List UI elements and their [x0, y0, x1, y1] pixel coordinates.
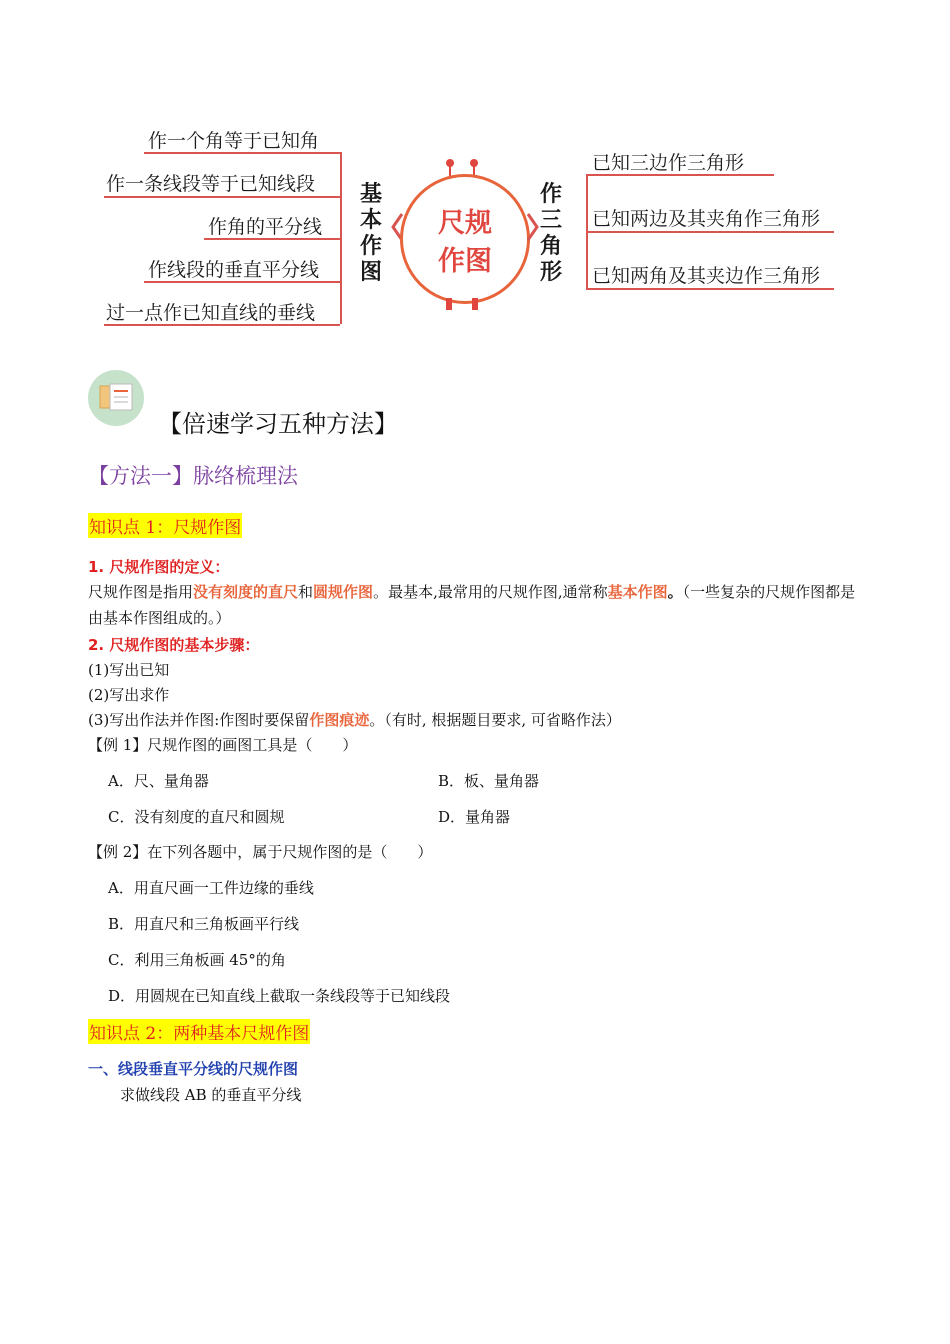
document-icon	[88, 370, 144, 426]
subsection-text: 求做线段 AB 的垂直平分线	[120, 1086, 302, 1104]
knowledge-point-1: 知识点 1：尺规作图	[88, 513, 242, 538]
mm-underline	[144, 152, 340, 154]
mm-right-item: 已知三边作三角形	[592, 152, 745, 174]
mm-bracket	[340, 152, 342, 324]
mm-right-label-char: 形	[539, 260, 562, 285]
mm-underline	[586, 231, 834, 233]
section-title: 【倍速学习五种方法】	[158, 410, 398, 438]
subsection-heading: 一、线段垂直平分线的尺规作图	[88, 1060, 299, 1078]
document-icon-graphic	[88, 370, 144, 426]
def-highlight: 圆规作图	[313, 583, 374, 601]
mm-right-label-char: 角	[539, 234, 562, 259]
def-highlight: 基本作图	[607, 583, 668, 601]
method-title: 【方法一】脉络梳理法	[88, 464, 298, 488]
example-2-option-d[interactable]: D．用圆规在已知直线上截取一条线段等于已知线段	[108, 987, 451, 1005]
example-1-option-b[interactable]: B．板、量角器	[438, 772, 540, 790]
example-2-option-a[interactable]: A．用直尺画一工件边缘的垂线	[108, 879, 314, 897]
mm-underline	[586, 288, 834, 290]
def-text: 尺规作图是指用	[88, 583, 194, 601]
step-3-text: 。（有时, 根据题目要求, 可省略作法）	[369, 711, 621, 729]
step-1: (1)写出已知	[88, 661, 170, 679]
step-2: (2)写出求作	[88, 686, 170, 704]
example-2-option-b[interactable]: B．用直尺和三角板画平行线	[108, 915, 300, 933]
mm-left-label-char: 本	[359, 208, 382, 233]
example-2-question: 【例 2】在下列各题中，属于尺规作图的是（ ）	[88, 843, 433, 861]
mm-underline	[104, 196, 340, 198]
example-1-option-d[interactable]: D．量角器	[438, 808, 511, 826]
mm-right-label-char: 三	[539, 208, 562, 233]
mm-left-item: 作一个角等于已知角	[148, 130, 320, 152]
mm-left-label-char: 图	[359, 260, 382, 285]
def-text: 。	[667, 583, 683, 601]
mm-left-item: 作角的平分线	[208, 216, 323, 238]
def-text: 和	[298, 583, 314, 601]
step-3-text: (3)写出作法并作图:作图时要保留	[88, 711, 310, 729]
step-3-highlight: 作图痕迹	[309, 711, 370, 729]
mm-center-legs	[440, 298, 484, 316]
def-text: 。最基本,最常用的尺规作图,通常称	[373, 583, 608, 601]
def-text: （一些复杂的尺规作图都是由基本作图组成的。）	[88, 583, 856, 627]
mm-right-item: 已知两角及其夹边作三角形	[592, 265, 821, 287]
example-1-option-a[interactable]: A．尺、量角器	[108, 772, 209, 790]
mm-underline	[144, 281, 340, 283]
mm-left-label-char: 作	[359, 234, 382, 259]
definition-paragraph	[88, 579, 868, 631]
steps-heading: 2. 尺规作图的基本步骤：	[88, 636, 260, 654]
mm-center-text: 尺规	[438, 208, 492, 239]
mm-underline	[104, 324, 340, 326]
definition-heading: 1. 尺规作图的定义：	[88, 558, 230, 576]
def-highlight: 没有刻度的直尺	[193, 583, 299, 601]
mm-center-circle	[400, 174, 530, 304]
mm-left-item: 作线段的垂直平分线	[148, 259, 320, 281]
mm-underline	[204, 238, 340, 240]
mm-center-text: 作图	[438, 246, 492, 277]
mm-left-label	[358, 182, 384, 286]
mm-right-label-char: 作	[539, 182, 562, 207]
mindmap	[100, 110, 840, 340]
example-1-question: 【例 1】尺规作图的画图工具是（ ）	[88, 736, 358, 754]
mm-left-label-char: 基	[359, 182, 382, 207]
mm-right-item: 已知两边及其夹角作三角形	[592, 208, 821, 230]
knowledge-point-2: 知识点 2：两种基本尺规作图	[88, 1019, 310, 1044]
step-3	[88, 709, 621, 730]
mm-left-item: 过一点作已知直线的垂线	[106, 302, 316, 324]
example-2-option-c[interactable]: C．利用三角板画 45°的角	[108, 951, 286, 969]
mm-left-item: 作一条线段等于已知线段	[106, 173, 316, 195]
mm-underline	[586, 174, 774, 176]
mm-right-label	[538, 182, 564, 286]
example-1-option-c[interactable]: C．没有刻度的直尺和圆规	[108, 808, 285, 826]
